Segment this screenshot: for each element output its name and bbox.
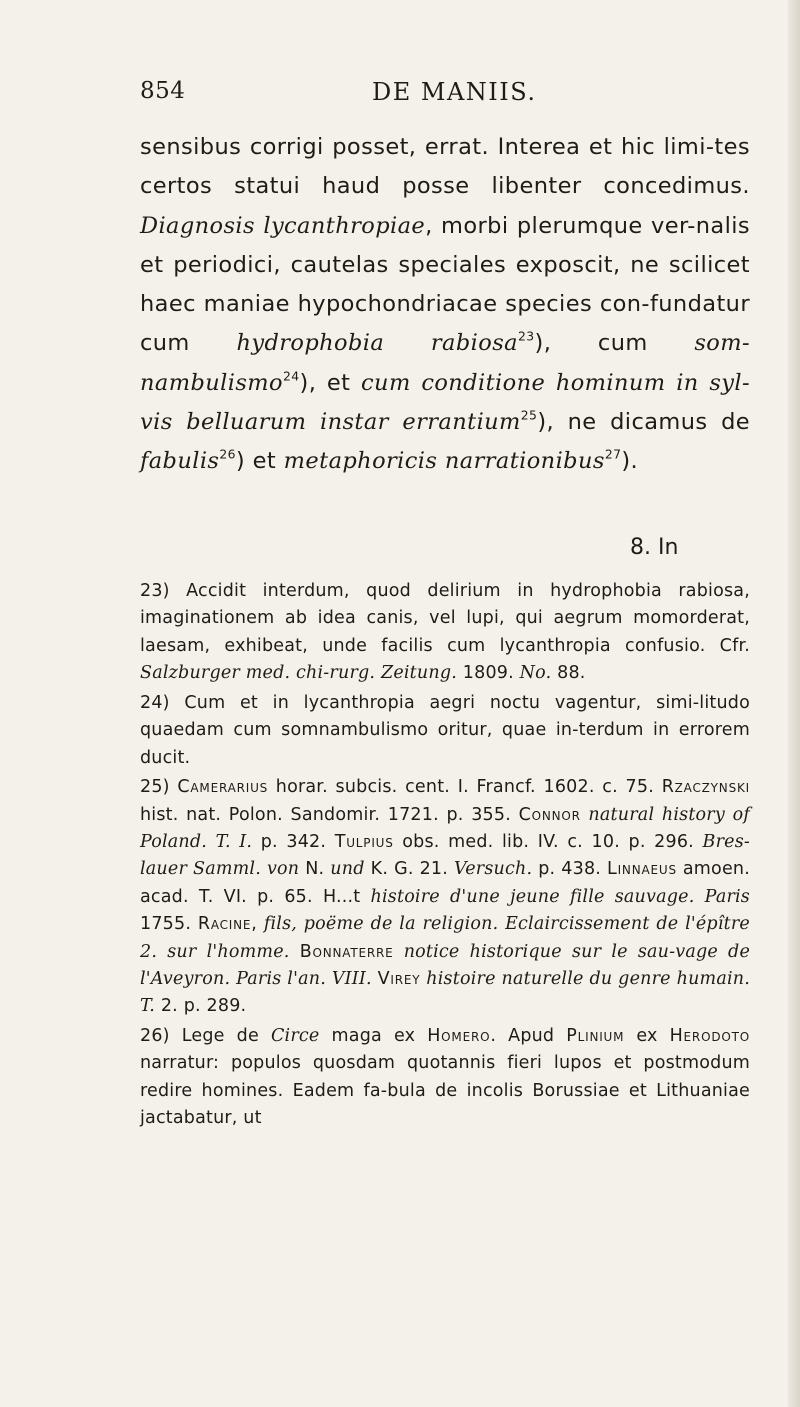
main-paragraph: sensibus corrigi posset, errat. Interea et hic limi-tes certos statui haud posse libenter concedimus. Diagnosis lycanthropiae, morbi plerumque ver-nalis et periodici, cautelas speciales exposcit, ne scilicet haec maniae hypochondriacae species con-fundatur cum hydrophobia rabiosa$^{23}$), cum som-nambulismo$^{24}$), et cum conditione hominum in syl-vis belluarum instar errantium$^{25}$), ne dicamus de fabulis$^{26}$) et metaphoricis narrationibus$^{27}$). xyxy=(140,134,750,475)
running-title: DE MANIIS. xyxy=(372,78,537,106)
footnote-ref-26: 26 xyxy=(219,448,236,463)
footnote-25: 25) Camerarius horar. subcis. cent. I. Francf. 1602. c. 75. Rzaczynski hist. nat. Polon. Sandomir. 1721. p. 355. Connor natural history of Poland. T. I. p. 342. Tulpius obs. med. lib. IV. c. 10. p. 296. Bres-lauer Samml. von N. und K. G. 21. Versuch. p. 438. Linnaeus amoen. acad. T. VI. p. 65. H...t histoire d'une jeune fille sauvage. Paris 1755. Racine, fils, poëme de la religion. Eclaircissement de l'épître 2. sur l'homme. Bonnaterre notice historique sur le sau-vage de l'Aveyron. Paris l'an. VIII. Virey histoire naturelle du genre humain. T. 2. p. 289. xyxy=(140,777,751,1017)
page-edge xyxy=(788,0,800,1407)
footnotes xyxy=(140,578,750,1135)
page-header xyxy=(140,78,740,118)
main-text xyxy=(140,128,750,482)
footnote-26: 26) Lege de Circe maga ex Homero. Apud Plinium ex Herodoto narratur: populos quosdam quotannis fieri lupos et postmodum redire homines. Eadem fa-bula de incolis Borussiae et Lithuaniae jactabatur, ut xyxy=(140,1026,750,1129)
footnote-23: 23) Accidit interdum, quod delirium in hydrophobia rabiosa, imaginationem ab idea canis, vel lupi, qui aegrum momorderat, laesam, exhibeat, unde facilis cum lycanthropia confusio. Cfr. Salzburger med. chi-rurg. Zeitung. 1809. No. 88. xyxy=(140,581,750,684)
footnote-ref-23: 23 xyxy=(517,330,535,345)
catchword: 8. In xyxy=(630,535,679,560)
page-number: 854 xyxy=(140,78,186,104)
footnote-24: 24) Cum et in lycanthropia aegri noctu vagentur, simi-litudo quaedam cum somnambulismo oritur, quae in-terdum in errorem ducit. xyxy=(140,692,750,768)
footnote-ref-24: 24 xyxy=(282,369,300,384)
footnote-ref-25: 25 xyxy=(520,408,538,423)
footnote-ref-27: 27 xyxy=(604,448,622,463)
